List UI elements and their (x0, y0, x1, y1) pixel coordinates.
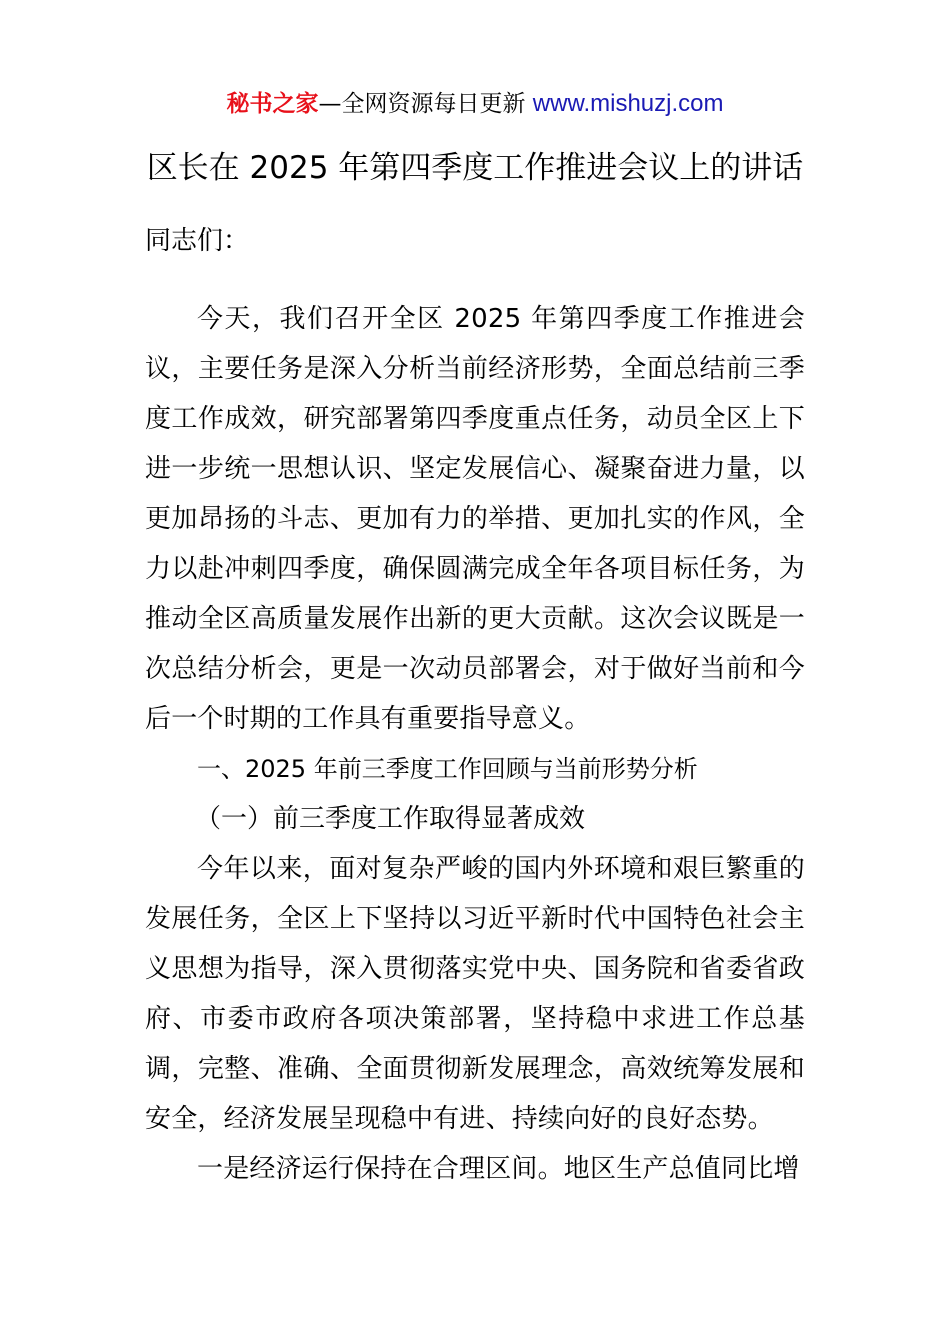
section-heading: 一、2025 年前三季度工作回顾与当前形势分析 (197, 755, 698, 783)
header-slogan: —全网资源每日更新 (318, 91, 533, 117)
site-url-link[interactable]: www.mishuzj.com (532, 90, 724, 117)
brand-name: 秘书之家 (226, 91, 319, 117)
document-title: 区长在 2025 年第四季度工作推进会议上的讲话 (146, 150, 804, 186)
section-paragraph: 今年以来，面对复杂严峻的国内外环境和艰巨繁重的发展任务，全区上下坚持以习近平新时代中国特色社会主义思想为指导，深入贯彻落实党中央、国务院和省委省政府、市委市政府各项决策部署，坚持稳中求进工作总基调，完整、准确、全面贯彻新发展理念，高效统筹发展和安全，经济发展呈现稳中有进、持续向好的良好态势。 (145, 854, 805, 1134)
site-header (0, 86, 950, 122)
document-body (145, 294, 805, 1194)
intro-paragraph: 今天，我们召开全区 2025 年第四季度工作推进会议，主要任务是深入分析当前经济形势，全面总结前三季度工作成效，研究部署第四季度重点任务，动员全区上下进一步统一思想认识、坚定发展信心、凝聚奋进力量，以更加昂扬的斗志、更加有力的举措、更加扎实的作风，全力以赴冲刺四季度，确保圆满完成全年各项目标任务，为推动全区高质量发展作出新的更大贡献。这次会议既是一次总结分析会，更是一次动员部署会，对于做好当前和今后一个时期的工作具有重要指导意义。 (145, 304, 805, 734)
subsection-heading: （一）前三季度工作取得显著成效 (195, 804, 586, 834)
salutation: 同志们： (145, 226, 250, 256)
section-paragraph: 一是经济运行保持在合理区间。地区生产总值同比增 (197, 1154, 800, 1184)
